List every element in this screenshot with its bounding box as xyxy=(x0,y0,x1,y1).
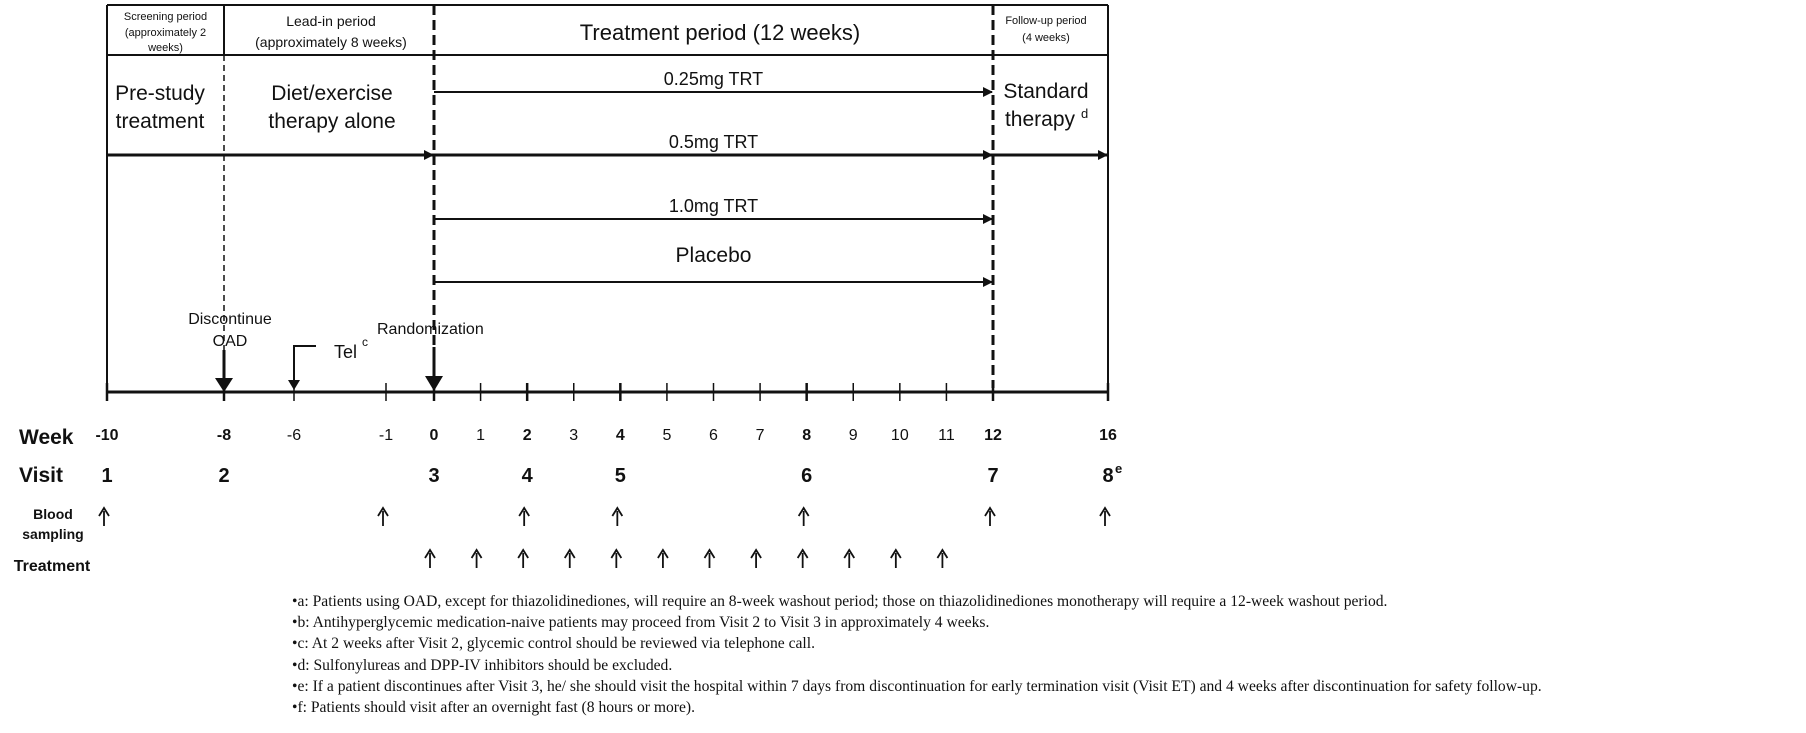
footnote-c: •c: At 2 weeks after Visit 2, glycemic control should be reviewed via telephone call. xyxy=(292,635,815,653)
screening-period-line2: (approximately 2 xyxy=(124,27,207,39)
randomization-label: Randomization xyxy=(377,321,484,338)
week-label-11: 11 xyxy=(938,427,955,444)
visit-superscript-8: e xyxy=(1115,461,1123,476)
visit-label-8: 8 xyxy=(1102,465,1114,487)
discontinue-oad-line1: Discontinue xyxy=(188,311,272,328)
week-label-6: 6 xyxy=(709,427,718,444)
week-labels xyxy=(95,427,1117,444)
treatment-arms xyxy=(107,69,1107,282)
week-label-1: 1 xyxy=(476,427,486,444)
treatment-arrows xyxy=(425,550,947,568)
week-label--6: -6 xyxy=(286,427,302,444)
week-label-4: 4 xyxy=(615,427,625,444)
footnote-b: •b: Antihyperglycemic medication-naive patients may proceed from Visit 2 to Visit 3 in approximately 4 weeks. xyxy=(292,614,990,632)
week-label-0: 0 xyxy=(429,427,439,444)
visit-label-2: 2 xyxy=(218,465,230,487)
pre-study-line2: treatment xyxy=(115,110,205,133)
lead-in-period-line1: Lead-in period xyxy=(286,13,376,29)
phase-labels xyxy=(115,80,1089,133)
week-label-9: 9 xyxy=(848,427,858,444)
week-label-12: 12 xyxy=(984,427,1002,444)
screening-period-line1: Screening period xyxy=(123,11,208,23)
standard-therapy-line1: Standard xyxy=(1003,80,1089,103)
footnote-f: •f: Patients should visit after an overnight fast (8 hours or more). xyxy=(292,699,696,717)
treatment-row-label: Treatment xyxy=(13,558,91,575)
week-label-7: 7 xyxy=(755,427,765,444)
standard-therapy-line2: therapy xyxy=(1004,108,1076,131)
week-label-2: 2 xyxy=(522,427,532,444)
arm-label-0-25mg-trt: 0.25mg TRT xyxy=(663,69,764,89)
diet-therapy-line1: Diet/exercise xyxy=(271,82,393,105)
visit-label-7: 7 xyxy=(987,465,999,487)
diet-therapy-line2: therapy alone xyxy=(268,110,396,133)
week-label--8: -8 xyxy=(216,427,232,444)
week-label-3: 3 xyxy=(569,427,579,444)
week-label-5: 5 xyxy=(662,427,672,444)
event-annotations xyxy=(188,311,484,392)
tel-call-label: Tel xyxy=(334,342,358,362)
visit-labels xyxy=(101,461,1122,487)
week-label--10: -10 xyxy=(95,427,119,444)
pre-study-line1: Pre-study xyxy=(115,82,205,105)
lead-in-period-line2: (approximately 8 weeks) xyxy=(255,34,407,50)
week-row-label: Week xyxy=(19,426,74,449)
footnote-e: •e: If a patient discontinues after Visit 3, he/ she should visit the hospital within 7 days from discontinuation for early termination visit (Visit ET) and 4 weeks after discontinuation for safety follow-up. xyxy=(292,677,1542,695)
discontinue-oad-line2: OAD xyxy=(212,333,248,350)
week-label-10: 10 xyxy=(890,427,909,444)
visit-label-4: 4 xyxy=(521,465,533,487)
visit-label-6: 6 xyxy=(801,465,813,487)
blood-sampling-arrows xyxy=(99,508,1110,526)
arm-label-0-5mg-trt: 0.5mg TRT xyxy=(668,132,759,152)
footnote-d: •d: Sulfonylureas and DPP-IV inhibitors should be excluded. xyxy=(292,656,673,674)
week-label-16: 16 xyxy=(1099,427,1117,444)
follow-up-period-line2: (4 weeks) xyxy=(1022,32,1070,44)
arm-label-placebo: Placebo xyxy=(675,244,752,267)
treatment-period-title: Treatment period (12 weeks) xyxy=(579,20,861,45)
visit-label-3: 3 xyxy=(428,465,440,487)
visit-label-1: 1 xyxy=(101,465,113,487)
footnotes xyxy=(292,591,1802,718)
week-label-8: 8 xyxy=(802,427,812,444)
visit-label-5: 5 xyxy=(614,465,626,487)
tel-call-superscript: c xyxy=(362,335,368,349)
blood-sampling-label-line1: Blood xyxy=(33,506,73,522)
period-header xyxy=(107,5,1108,55)
blood-sampling-label-line2: sampling xyxy=(22,526,84,542)
standard-therapy-superscript: d xyxy=(1081,106,1089,121)
week-label--1: -1 xyxy=(378,427,394,444)
visit-row-label: Visit xyxy=(19,464,63,487)
follow-up-period-line1: Follow-up period xyxy=(1005,15,1087,27)
arm-label-1-0mg-trt: 1.0mg TRT xyxy=(668,196,759,216)
screening-period-line3: weeks) xyxy=(148,42,183,54)
footnote-a: •a: Patients using OAD, except for thiazolidinediones, will require an 8-week washout period; those on thiazolidinediones monotherapy will require a 12-week washout period. xyxy=(292,593,1388,610)
